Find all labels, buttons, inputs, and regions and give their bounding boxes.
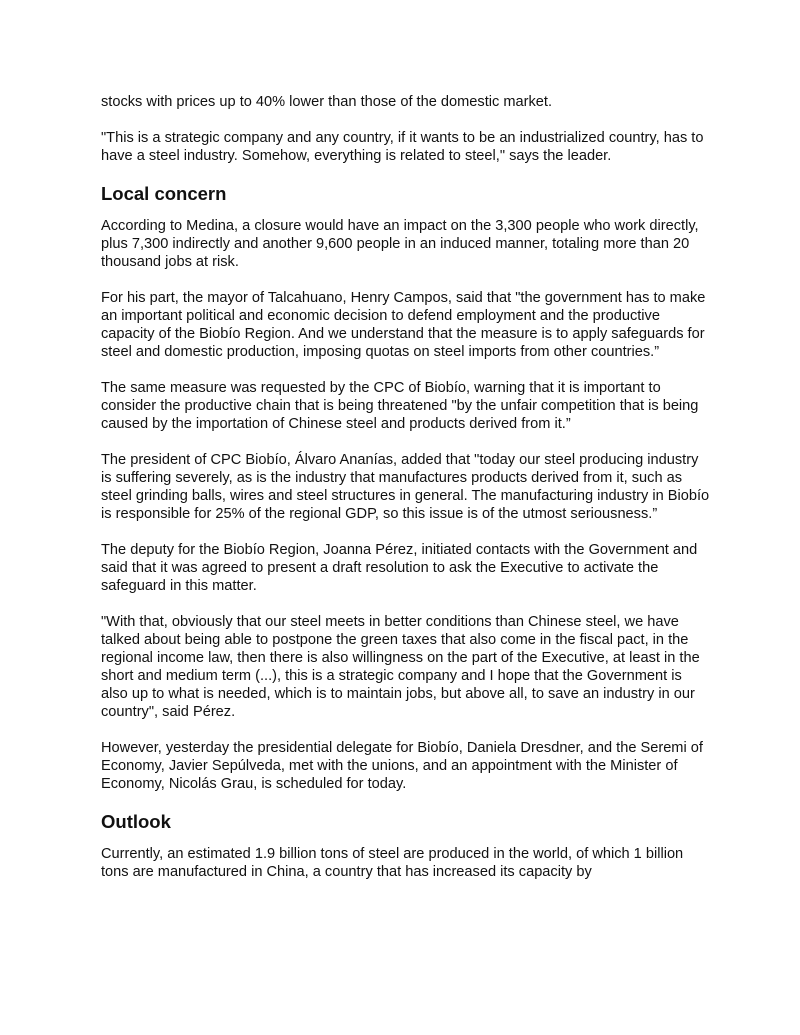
heading-local-concern: Local concern [101, 183, 227, 204]
paragraph-local-7: However, yesterday the presidential delegate for Biobío, Daniela Dresdner, and the Seremi of Economy, Javier Sepúlveda, met with the unions, and an appointment with the Minister of Economy, Nicolás Grau, is scheduled for today. [101, 740, 703, 792]
paragraph-intro-1: stocks with prices up to 40% lower than those of the domestic market. [101, 94, 552, 110]
paragraph-intro-2: "This is a strategic company and any country, if it wants to be an industrialized country, has to have a steel industry. Somehow, everything is related to steel," says the leader. [101, 130, 704, 164]
paragraph-local-2: For his part, the mayor of Talcahuano, Henry Campos, said that "the government has to make an important political and economic decision to defend employment and the productive capacity of the Biobío Region. And we understand that the measure is to apply safeguards for steel and domestic production, imposing quotas on steel imports from other countries.” [101, 290, 706, 360]
document-page [101, 93, 711, 899]
paragraph-local-5: The deputy for the Biobío Region, Joanna Pérez, initiated contacts with the Government and said that it was agreed to present a draft resolution to ask the Executive to activate the safeguard in this matter. [101, 542, 698, 594]
paragraph-local-1: According to Medina, a closure would have an impact on the 3,300 people who work directly, plus 7,300 indirectly and another 9,600 people in an induced manner, totaling more than 20 thousand jobs at risk. [101, 218, 699, 270]
paragraph-outlook-1: Currently, an estimated 1.9 billion tons of steel are produced in the world, of which 1 billion tons are manufactured in China, a country that has increased its capacity by [101, 846, 684, 880]
heading-outlook: Outlook [101, 811, 171, 832]
paragraph-local-3: The same measure was requested by the CPC of Biobío, warning that it is important to consider the productive chain that is being threatened "by the unfair competition that is being caused by the importation of Chinese steel and products derived from it.” [101, 380, 699, 432]
paragraph-local-4: The president of CPC Biobío, Álvaro Ananías, added that "today our steel producing industry is suffering severely, as is the industry that manufactures products derived from it, such as steel grinding balls, wires and steel structures in general. The manufacturing industry in Biobío is responsible for 25% of the regional GDP, so this issue is of the utmost seriousness.” [101, 452, 710, 522]
paragraph-local-6: "With that, obviously that our steel meets in better conditions than Chinese steel, we have talked about being able to postpone the green taxes that also come in the fiscal pact, in the regional income law, then there is also willingness on the part of the Executive, at least in the short and medium term (...), this is a strategic company and I hope that the Government is also up to what is needed, which is to maintain jobs, but above all, to save an industry in our country", said Pérez. [101, 614, 700, 720]
